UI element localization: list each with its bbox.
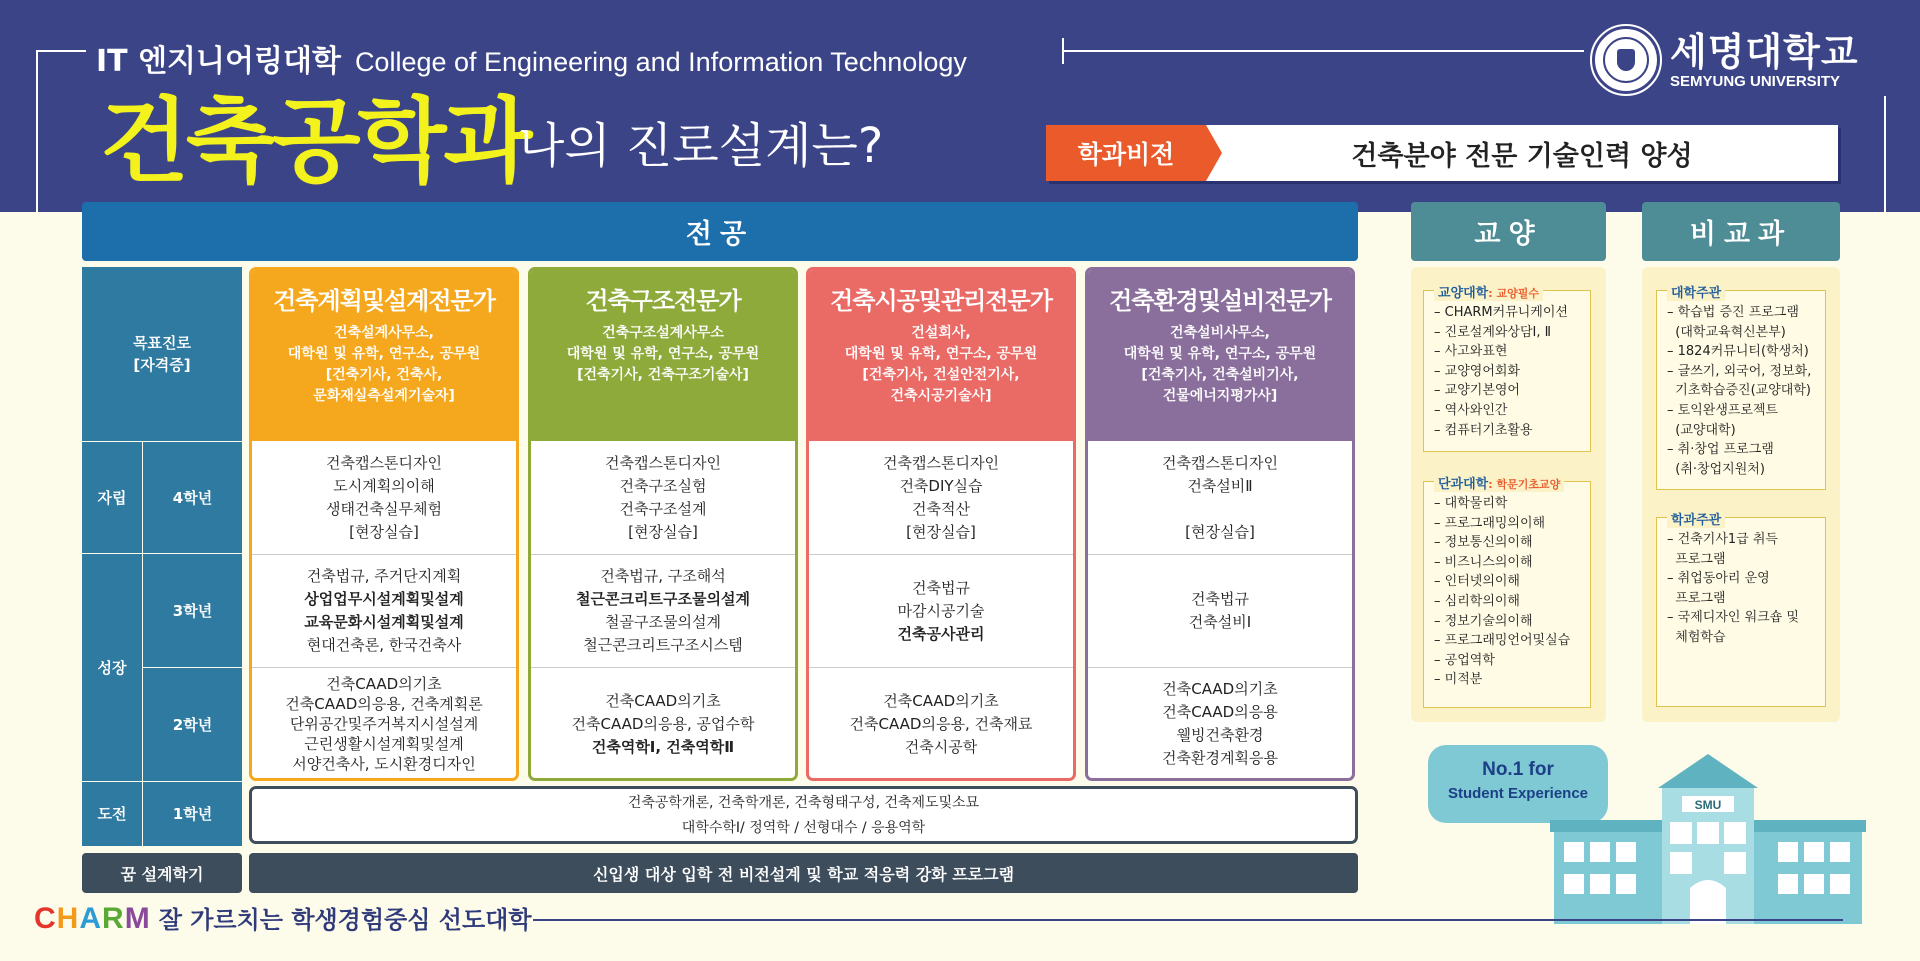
- list-item: – 역사와인간: [1434, 402, 1508, 418]
- list-item: – 프로그래밍의이해: [1434, 515, 1546, 531]
- extra-box-department: 학과주관 – 건축기사1급 취득 프로그램 – 취업동아리 운영 프로그램 – 국제디자인 워크숍 및 체험학습: [1656, 517, 1826, 707]
- list-item: 기초학습증진(교양대학): [1675, 383, 1811, 399]
- list-item: – 비즈니스의이해: [1434, 554, 1533, 570]
- list-item: – 1824커뮤니티(학생처): [1667, 344, 1809, 360]
- university-name-en: SEMYUNG UNIVERSITY: [1670, 72, 1841, 90]
- list-item: – 심리학의이해: [1434, 593, 1520, 609]
- list-item: (교양대학): [1675, 422, 1736, 438]
- list-item: – 건축기사1급 취득: [1667, 532, 1778, 547]
- college-title-ko: IT 엔지니어링대학: [96, 44, 341, 79]
- row-label-year4: 4학년: [143, 442, 242, 553]
- track-cell-year2: 건축CAAD의기초 건축CAAD의응용, 공업수학 건축역학Ⅰ, 건축역학Ⅱ: [531, 667, 795, 780]
- row-label-growth: 성장: [82, 554, 142, 781]
- building-sign: SMU: [1694, 798, 1722, 812]
- list-item: – 취업동아리 운영: [1667, 571, 1770, 587]
- vision-text: 건축분야 전문 기술인력 양성: [1351, 140, 1693, 172]
- department-title: 건축공학과: [100, 88, 530, 195]
- list-item: – 교양영어회화: [1434, 363, 1520, 379]
- track-cell-year3: 건축법규 건축설비Ⅰ: [1088, 554, 1352, 667]
- dream-semester-program: 신입생 대상 입학 전 비전설계 및 학교 적응력 강화 프로그램: [249, 853, 1358, 893]
- track-title: 건축구조전문가: [585, 287, 741, 315]
- university-seal-icon: [1592, 26, 1660, 94]
- list-item: – 공업역학: [1434, 652, 1495, 668]
- list-item: – 토익완생프로젝트: [1667, 402, 1779, 418]
- section-header-major: 전공: [82, 202, 1358, 261]
- track-column-construction: [806, 267, 1076, 781]
- list-item: – 사고와표현: [1434, 344, 1508, 360]
- track-title: 건축시공및관리전문가: [830, 287, 1052, 315]
- college-title-en: College of Engineering and Information Technology: [354, 47, 967, 77]
- track-title: 건축계획및설계전문가: [273, 287, 495, 315]
- track-goal: 건축설비사무소, 대학원 및 유학, 연구소, 공무원 [건축기사, 건축설비기사, 건물에너지평가사]: [1123, 325, 1317, 404]
- track-title: 건축환경및설비전문가: [1109, 287, 1331, 315]
- list-item: 프로그램: [1675, 590, 1726, 606]
- list-item: – 학습법 증진 프로그램: [1667, 305, 1799, 320]
- row-label-challenge: 도전: [82, 782, 142, 846]
- track-cell-year3: 건축법규, 구조해석 철근콘크리트구조물의설계 철골구조물의설계 철근콘크리트구조시스템: [531, 554, 795, 667]
- list-item: – 글쓰기, 외국어, 정보화,: [1667, 363, 1812, 379]
- list-item: – 국제디자인 워크숍 및: [1667, 610, 1799, 626]
- footer-line: [533, 919, 1843, 921]
- list-item: – CHARM커뮤니케이션: [1434, 305, 1568, 320]
- section-header-general: 교양: [1411, 202, 1606, 261]
- vision-banner: [1046, 125, 1838, 181]
- row-label-year3: 3학년: [143, 554, 242, 667]
- charm-logo: CHARM: [34, 902, 151, 935]
- list-item: (대학교육혁신본부): [1675, 324, 1786, 340]
- list-item: – 컴퓨터기초활용: [1434, 422, 1533, 438]
- school-building-icon: [1550, 748, 1866, 924]
- frame-line-right-v: [1884, 96, 1886, 212]
- row-label-independence: 자립: [82, 442, 142, 553]
- track-column-environment: [1085, 267, 1355, 781]
- track-cell-year2: 건축CAAD의기초 건축CAAD의응용, 건축재료 건축시공학: [809, 667, 1073, 780]
- list-item: – 미적분: [1434, 672, 1483, 688]
- list-item: – 정보기술의이해: [1434, 613, 1533, 629]
- frame-line-left-v: [36, 50, 38, 212]
- list-item: 프로그램: [1675, 551, 1726, 567]
- track-cell-year4: 건축캡스톤디자인 도시계획의이해 생태건축실무체험 [현장실습]: [326, 453, 442, 541]
- vision-label: 학과비전: [1046, 125, 1206, 181]
- general-box-college: 단과대학: 학문기초교양 – 대학물리학 – 프로그래밍의이해 – 정보통신의이해 – 비즈니스의이해 – 인터넷의이해 – 심리학의이해 – 정보기술의이해 – 프로그래밍언어및실습 – 공업역학 – 미적분: [1423, 481, 1591, 708]
- university-logo: [1592, 26, 1859, 94]
- footer-slogan: CHARM 잘 가르치는 학생경험중심 선도대학: [34, 902, 532, 935]
- row-label-year1: 1학년: [143, 782, 242, 846]
- row-label-goal: 목표진로 [자격증]: [82, 267, 242, 441]
- track-goal: 건축구조설계사무소 대학원 및 유학, 연구소, 공무원 [건축기사, 건축구조기술사]: [566, 325, 760, 383]
- track-cell-year2: 건축CAAD의기초 건축CAAD의응용 웰빙건축환경 건축환경계획응용: [1088, 667, 1352, 780]
- row-label-year2: 2학년: [143, 668, 242, 781]
- frame-line-left-h: [36, 50, 86, 52]
- college-title: [96, 36, 967, 80]
- track-cell-year4: 건축캡스톤디자인 건축설비Ⅱ [현장실습]: [1162, 453, 1278, 541]
- section-header-extracurricular: 비교과: [1642, 202, 1840, 261]
- list-item: – 정보통신의이해: [1434, 535, 1533, 551]
- list-item: 체험학습: [1675, 629, 1726, 645]
- track-cell-year4: 건축캡스톤디자인 건축DIY실습 건축적산 [현장실습]: [883, 453, 999, 541]
- list-item: (취·창업지원처): [1675, 461, 1765, 477]
- list-item: – 취·창업 프로그램: [1667, 442, 1774, 458]
- track-goal: 건설회사, 대학원 및 유학, 연구소, 공무원 [건축기사, 건설안전기사, 건축시공기술사]: [844, 325, 1038, 404]
- list-item: – 교양기본영어: [1434, 383, 1520, 399]
- year1-common-courses: 건축공학개론, 건축학개론, 건축형태구성, 건축제도및소묘 대학수학Ⅰ/ 정역학 / 선형대수 / 응용역학: [249, 786, 1358, 844]
- track-cell-year3: 건축법규, 주거단지계획 상업업무시설계획및설계 교육문화시설계획및설계 현대건축론, 한국건축사: [252, 554, 516, 667]
- list-item: – 대학물리학: [1434, 496, 1508, 511]
- list-item: – 인터넷의이해: [1434, 574, 1520, 590]
- speech-bubble: No.1 for Student Experience: [1428, 745, 1608, 823]
- dream-semester-label: 꿈 설계학기: [82, 853, 242, 893]
- frame-line-middle-h: [1062, 50, 1584, 52]
- list-item: – 프로그래밍언어및실습: [1434, 633, 1571, 649]
- track-goal: 건축설계사무소, 대학원 및 유학, 연구소, 공무원 [건축기사, 건축사, 문화재실측설계기술자]: [287, 325, 481, 404]
- extra-box-university: 대학주관 – 학습법 증진 프로그램 (대학교육혁신본부) – 1824커뮤니티(학생처) – 글쓰기, 외국어, 정보화, 기초학습증진(교양대학) – 토익완생프로젝트 (교양대학) – 취·창업 프로그램 (취·창업지원처): [1656, 290, 1826, 490]
- general-box-liberal-arts: 교양대학: 교양필수 – CHARM커뮤니케이션 – 진로설계와상담Ⅰ, Ⅱ – 사고와표현 – 교양영어회화 – 교양기본영어 – 역사와인간 – 컴퓨터기초활용: [1423, 290, 1591, 452]
- list-item: – 진로설계와상담Ⅰ, Ⅱ: [1434, 324, 1552, 340]
- frame-line-middle-tick: [1062, 38, 1064, 64]
- track-cell-year4: 건축캡스톤디자인 건축구조실험 건축구조설계 [현장실습]: [605, 453, 721, 541]
- track-cell-year2: 건축CAAD의기초 건축CAAD의응용, 건축계획론 단위공간및주거복지시설설계 근린생활시설계획및설계 서양건축사, 도시환경디자인: [252, 667, 516, 780]
- track-column-design: [249, 267, 519, 781]
- track-cell-year3: 건축법규 마감시공기술 건축공사관리: [809, 554, 1073, 667]
- page-subtitle: 나의 진로설계는?: [518, 118, 884, 174]
- university-name-ko: 세명대학교: [1670, 29, 1859, 74]
- track-column-structure: [528, 267, 798, 781]
